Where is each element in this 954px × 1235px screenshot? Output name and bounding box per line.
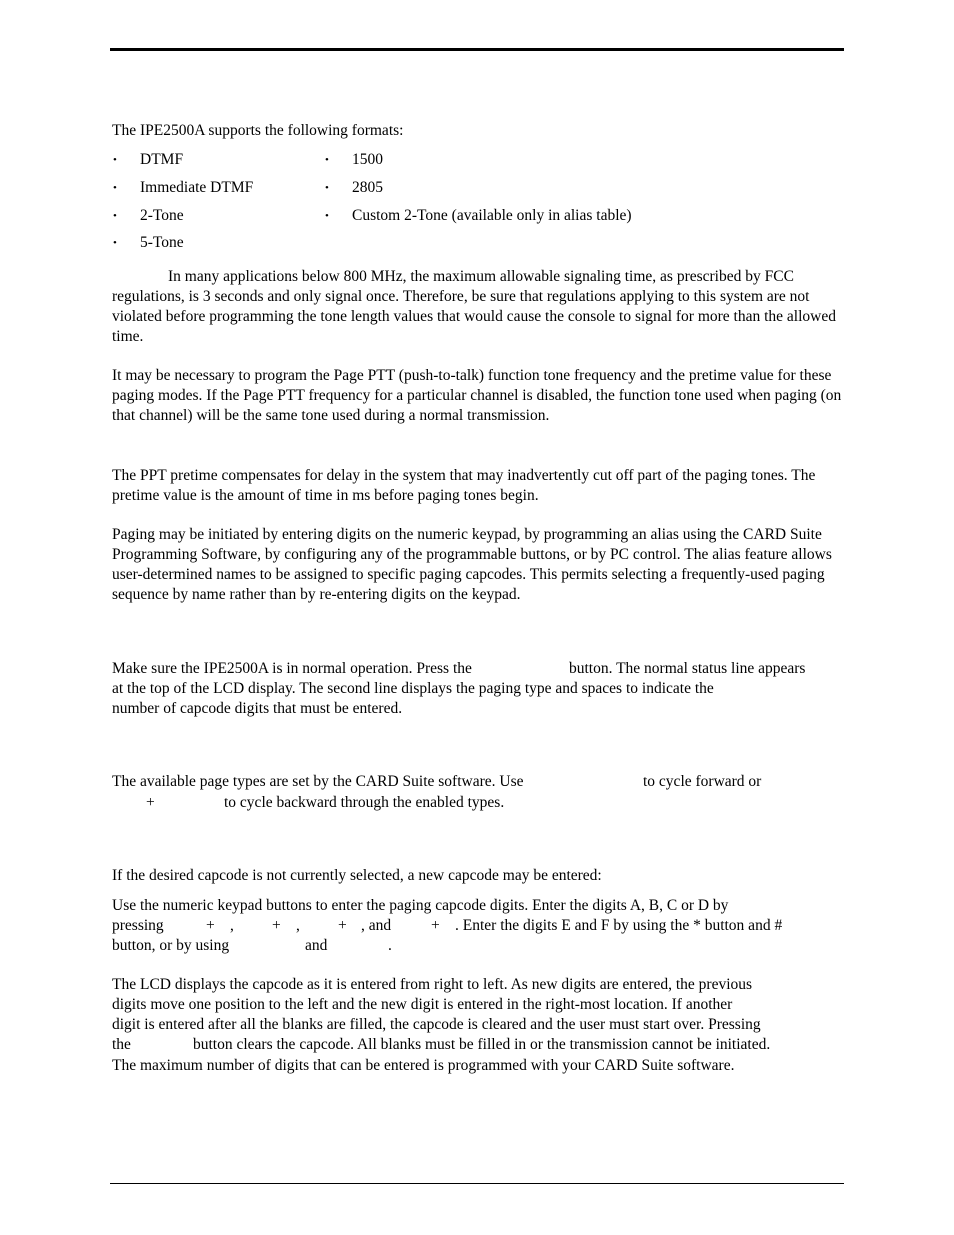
paragraph-text: digits move one position to the left and the new digit is entered in the right-most location. If another	[112, 996, 733, 1013]
bullet-icon: •	[113, 154, 117, 166]
paragraph-text: button. The normal status line appears	[569, 660, 806, 677]
header-rule	[110, 48, 844, 51]
plus-sign: +	[338, 917, 347, 934]
paging-methods-paragraph: Paging may be initiated by entering digits on the numeric keypad, by programming an alias using the CARD Suite Programming Software, by configuring any of the programmable buttons, or by PC control. The alias feature allows user-determined names to be assigned to specific paging capcodes. This permits selecting a frequently-used paging sequence by name rather than by re-entering digits on the keypad.	[112, 526, 832, 603]
paragraph-text: The available page types are set by the CARD Suite software. Use	[112, 773, 524, 790]
paragraph-text: , and	[361, 917, 392, 934]
plus-sign: +	[431, 917, 440, 934]
paragraph-text: to cycle backward through the enabled types.	[224, 794, 505, 811]
paragraph-text: button clears the capcode. All blanks must be filled in or the transmission cannot be initiated.	[193, 1036, 771, 1053]
bullet-icon: •	[325, 182, 329, 194]
paragraph-text: .	[388, 937, 392, 954]
bullet-icon: •	[113, 210, 117, 222]
list-item: Immediate DTMF	[140, 179, 254, 196]
new-capcode-intro: If the desired capcode is not currently selected, a new capcode may be entered:	[112, 867, 602, 884]
list-item: 2-Tone	[140, 207, 184, 224]
plus-sign: +	[146, 794, 155, 811]
bullet-icon: •	[325, 154, 329, 166]
paragraph-text: . Enter the digits E and F by using the * button and #	[455, 917, 783, 934]
paragraph-text: digit is entered after all the blanks are filled, the capcode is cleared and the user must start over. Pressing	[112, 1016, 761, 1033]
page-ptt-paragraph: It may be necessary to program the Page PTT (push-to-talk) function tone frequency and the pretime value for these paging modes. If the Page PTT frequency for a particular channel is disabled, the function tone used when paging (on that channel) will be the same tone used during a normal transmission.	[112, 367, 842, 424]
bullet-icon: •	[113, 237, 117, 249]
paragraph-text: at the top of the LCD display. The second line displays the paging type and spaces to indicate the	[112, 680, 714, 697]
paragraph-text: pressing	[112, 917, 164, 934]
footer-rule	[110, 1183, 844, 1184]
paragraph-text: ,	[230, 917, 234, 934]
fcc-note-text: In many applications below 800 MHz, the maximum allowable signaling time, as prescribed by FCC regulations, is 3 seconds and only signal once. Therefore, be sure that regulations applying to this system are not violated before programming the tone length values that would cause the console to signal for more than the allowed time.	[112, 268, 836, 345]
paragraph-text: Use the numeric keypad buttons to enter the paging capcode digits. Enter the digits A, B, C or D by	[112, 897, 729, 914]
plus-sign: +	[272, 917, 281, 934]
list-item: Custom 2-Tone (available only in alias table)	[352, 207, 632, 224]
list-item: 1500	[352, 151, 383, 168]
plus-sign: +	[206, 917, 215, 934]
paragraph-text: the	[112, 1036, 131, 1053]
paragraph-text: Make sure the IPE2500A is in normal operation. Press the	[112, 660, 472, 677]
bullet-icon: •	[325, 210, 329, 222]
bullet-icon: •	[113, 182, 117, 194]
formats-intro: The IPE2500A supports the following formats:	[112, 122, 404, 139]
list-item: 2805	[352, 179, 383, 196]
paragraph-text: number of capcode digits that must be entered.	[112, 700, 403, 717]
paragraph-text: ,	[296, 917, 300, 934]
fcc-note-paragraph	[112, 267, 844, 347]
pretime-paragraph: The PPT pretime compensates for delay in the system that may inadvertently cut off part of the paging tones. The pretime value is the amount of time in ms before paging tones begin.	[112, 467, 816, 504]
paragraph-text: and	[305, 937, 328, 954]
list-item: 5-Tone	[140, 234, 184, 251]
paragraph-text: The maximum number of digits that can be entered is programmed with your CARD Suite software.	[112, 1057, 735, 1074]
paragraph-text: The LCD displays the capcode as it is entered from right to left. As new digits are entered, the previous	[112, 976, 753, 993]
paragraph-text: to cycle forward or	[643, 773, 762, 790]
paragraph-text: button, or by using	[112, 937, 230, 954]
list-item: DTMF	[140, 151, 184, 168]
